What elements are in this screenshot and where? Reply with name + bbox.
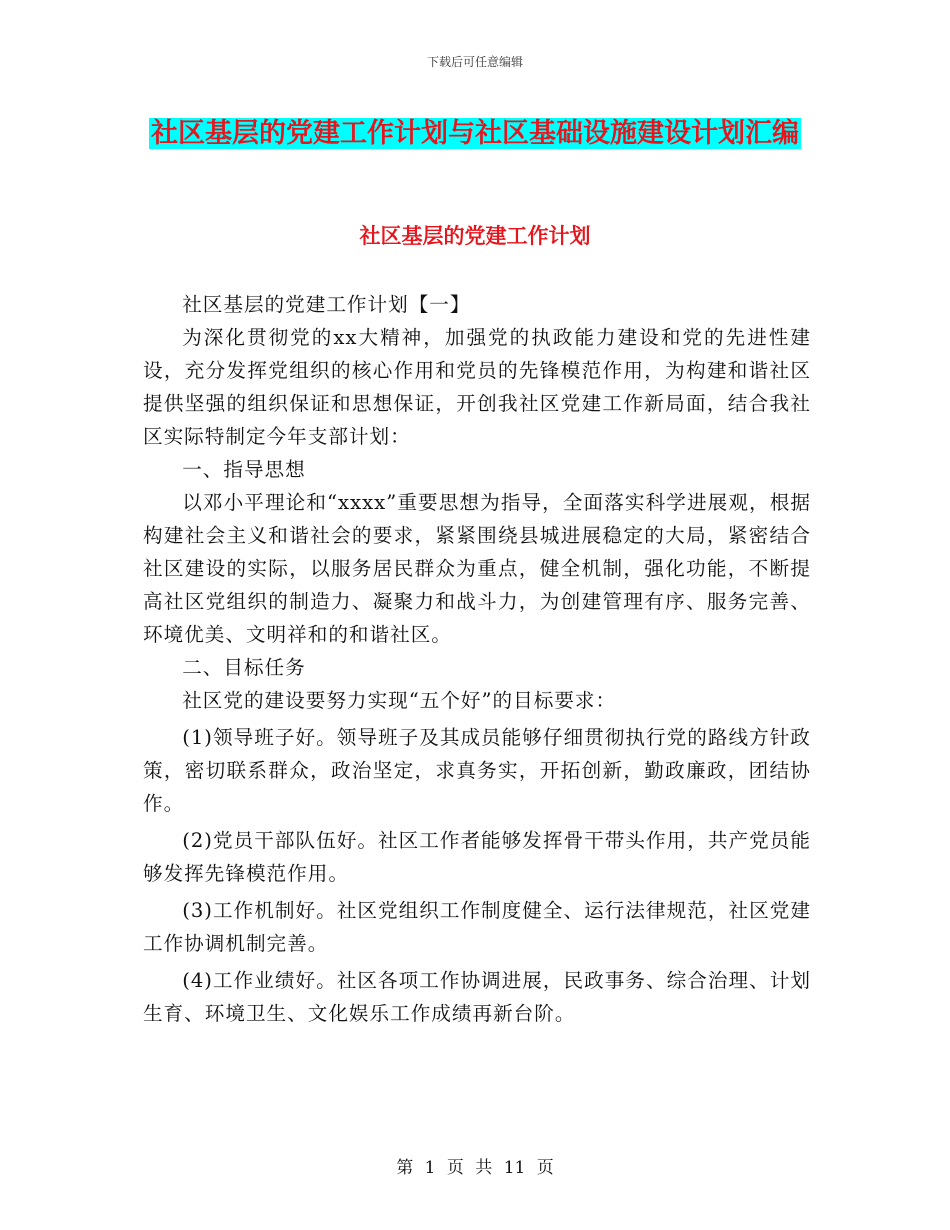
paragraph-heading: 一、指导思想: [182, 458, 306, 481]
paragraph: 以邓小平理论和“xxxx”重要思想为指导，全面落实科学进展观，根据构建社会主义和谐社会的要求，紧紧围绕县城进展稳定的大局，紧密结合社区建设的实际，以服务居民群众为重点，健全机制，强化功能，不断提高社区党组织的制造力、凝聚力和战斗力，为创建管理有序、服务完善、环境优美、文明祥和的和谐社区。: [143, 491, 811, 646]
page-footer: 第 1 页 共 11 页: [396, 1158, 554, 1178]
document-title-text: 社区基层的党建工作计划与社区基础设施建设计划汇编: [151, 118, 799, 149]
section-title: 社区基层的党建工作计划: [359, 223, 591, 248]
paragraph: (2)党员干部队伍好。社区工作者能够发挥骨干带头作用，共产党员能够发挥先锋模范作用。: [143, 829, 811, 885]
paragraph: (4)工作业绩好。社区各项工作协调进展，民政事务、综合治理、计划生育、环境卫生、文化娱乐工作成绩再新台阶。: [143, 969, 811, 1025]
paragraph-heading: 社区基层的党建工作计划【一】: [182, 293, 471, 316]
paragraph: 为深化贯彻党的xx大精神，加强党的执政能力建设和党的先进性建设，充分发挥党组织的核心作用和党员的先锋模范作用，为构建和谐社区提供坚强的组织保证和思想保证，开创我社区党建工作新局面，结合我社区实际特制定今年支部计划：: [143, 326, 811, 448]
document-title: [145, 112, 805, 156]
paragraph-heading: 二、目标任务: [182, 656, 306, 679]
header-note: 下载后可任意编辑: [426, 55, 523, 69]
paragraph: 社区党的建设要努力实现“五个好”的目标要求：: [182, 689, 617, 712]
paragraph: (1)领导班子好。领导班子及其成员能够仔细贯彻执行党的路线方针政策，密切联系群众，政治坚定，求真务实，开拓创新，勤政廉政，团结协作。: [143, 726, 811, 815]
paragraph: (3)工作机制好。社区党组织工作制度健全、运行法律规范，社区党建工作协调机制完善。: [143, 899, 811, 955]
document-body: [143, 288, 811, 1030]
